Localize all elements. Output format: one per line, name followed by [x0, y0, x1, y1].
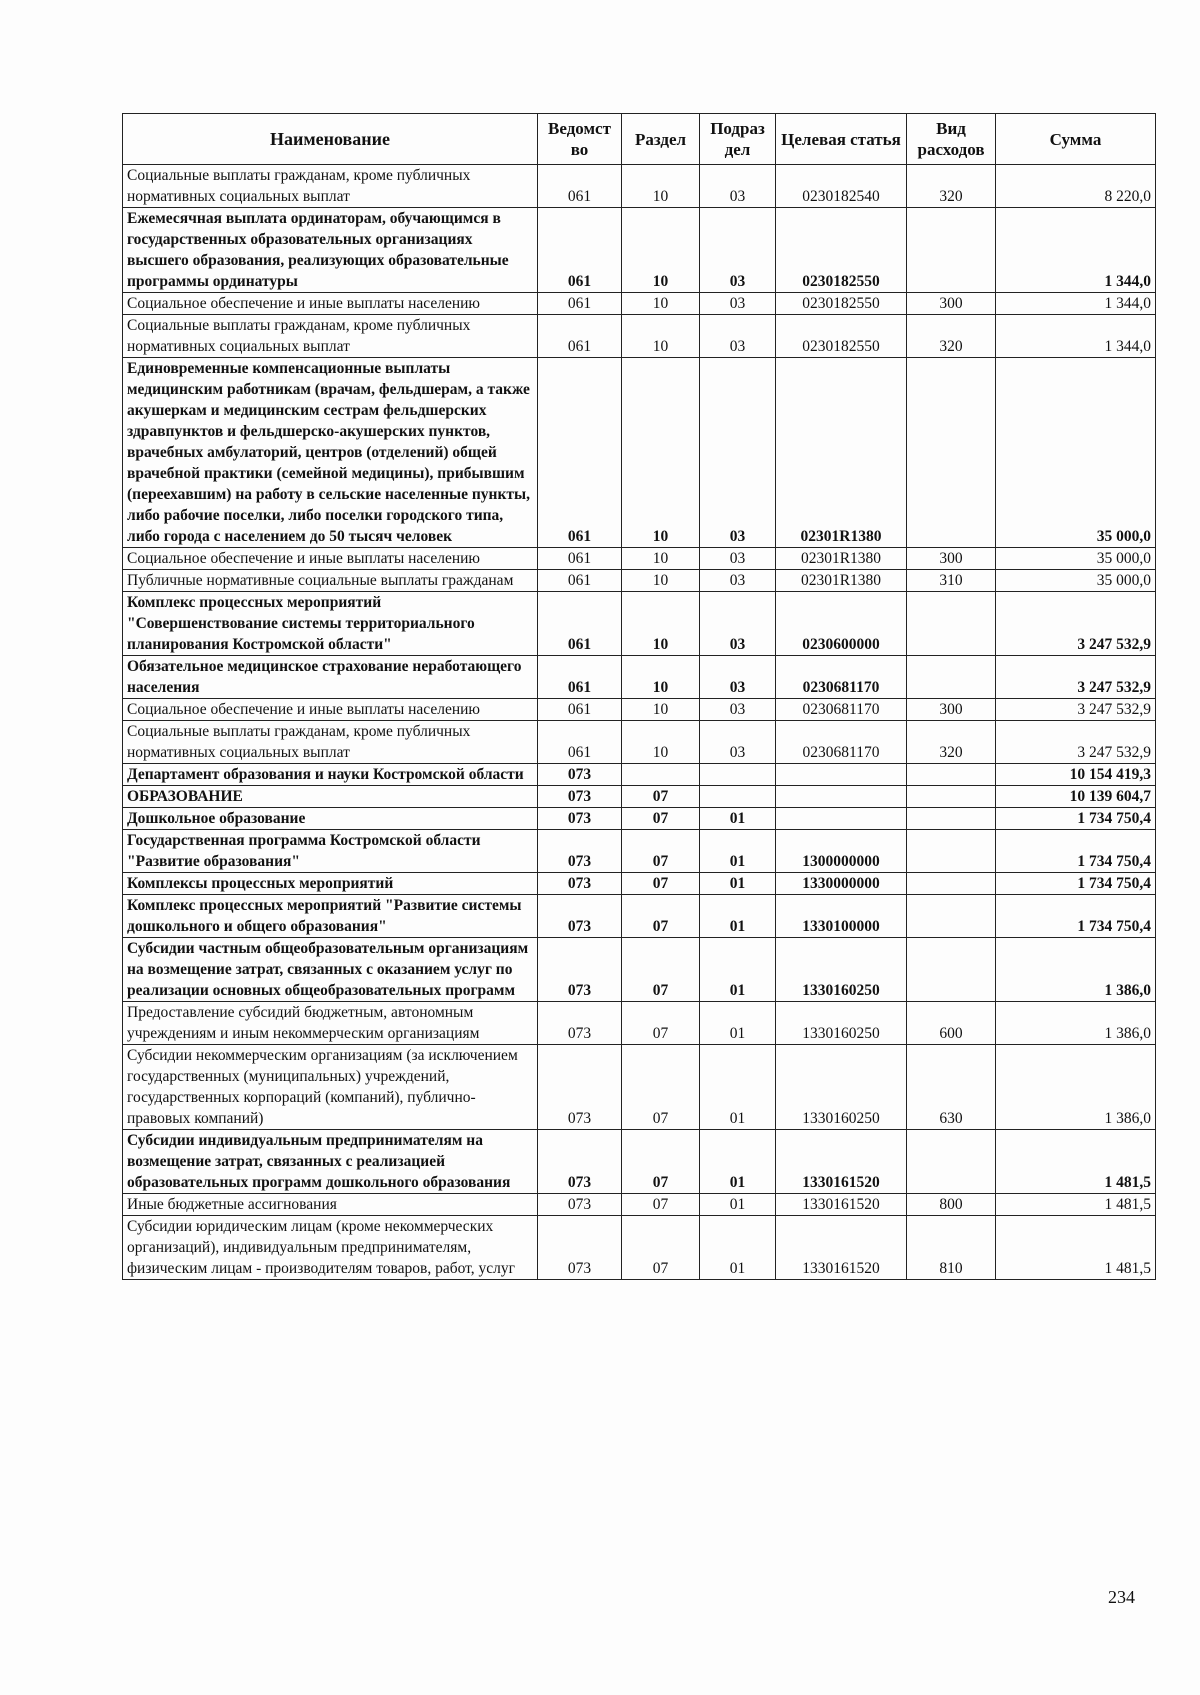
table-row	[123, 895, 1156, 938]
cell-vid-rashodov	[907, 895, 996, 938]
cell-vedomstvo: 061	[538, 721, 622, 764]
cell-celevaya-statya: 0230182550	[776, 293, 907, 315]
cell-name: Комплексы процессных мероприятий	[123, 873, 538, 895]
table-header-row	[123, 114, 1156, 165]
cell-summa: 35 000,0	[996, 358, 1156, 548]
table-row	[123, 548, 1156, 570]
cell-vedomstvo: 073	[538, 1130, 622, 1194]
table-row	[123, 570, 1156, 592]
cell-celevaya-statya	[776, 764, 907, 786]
cell-razdel: 10	[622, 315, 700, 358]
cell-name: Социальное обеспечение и иные выплаты населению	[123, 699, 538, 721]
cell-podrazdel: 01	[700, 873, 776, 895]
cell-celevaya-statya: 02301R1380	[776, 358, 907, 548]
cell-summa: 1 344,0	[996, 293, 1156, 315]
cell-podrazdel: 01	[700, 1194, 776, 1216]
cell-summa: 8 220,0	[996, 165, 1156, 208]
cell-name: Иные бюджетные ассигнования	[123, 1194, 538, 1216]
table-row	[123, 808, 1156, 830]
cell-razdel: 07	[622, 1130, 700, 1194]
cell-podrazdel: 01	[700, 1002, 776, 1045]
cell-celevaya-statya: 1330160250	[776, 938, 907, 1002]
cell-vedomstvo: 061	[538, 548, 622, 570]
cell-podrazdel: 03	[700, 548, 776, 570]
cell-vid-rashodov: 800	[907, 1194, 996, 1216]
table-row	[123, 358, 1156, 548]
cell-podrazdel: 01	[700, 1130, 776, 1194]
table-row	[123, 764, 1156, 786]
cell-vedomstvo: 061	[538, 699, 622, 721]
cell-summa: 1 386,0	[996, 1002, 1156, 1045]
cell-summa: 1 481,5	[996, 1216, 1156, 1280]
cell-vedomstvo: 061	[538, 293, 622, 315]
cell-summa: 35 000,0	[996, 570, 1156, 592]
cell-name: Социальные выплаты гражданам, кроме публичных нормативных социальных выплат	[123, 315, 538, 358]
table-row	[123, 293, 1156, 315]
cell-razdel: 10	[622, 721, 700, 764]
cell-name: Комплекс процессных мероприятий "Совершенствование системы территориального планирования Костромской области"	[123, 592, 538, 656]
cell-name: Обязательное медицинское страхование неработающего населения	[123, 656, 538, 699]
cell-name: Социальные выплаты гражданам, кроме публичных нормативных социальных выплат	[123, 165, 538, 208]
cell-podrazdel: 03	[700, 721, 776, 764]
cell-razdel: 10	[622, 592, 700, 656]
table-row	[123, 1002, 1156, 1045]
cell-summa: 1 386,0	[996, 1045, 1156, 1130]
cell-podrazdel: 01	[700, 1216, 776, 1280]
cell-name: Единовременные компенсационные выплаты медицинским работникам (врачам, фельдшерам, а также акушеркам и медицинским сестрам фельдшерских здравпунктов и фельдшерско-акушерских пунктов, врачебных амбулаторий, центров (отделений) общей врачебной практики (семейной медицины), прибывшим (переехавшим) на работу в сельские населенные пункты, либо рабочие поселки, либо поселки городского типа, либо города с населением до 50 тысяч человек	[123, 358, 538, 548]
cell-vedomstvo: 073	[538, 808, 622, 830]
cell-celevaya-statya: 0230182540	[776, 165, 907, 208]
header-vedomstvo: Ведомст во	[538, 114, 622, 165]
cell-summa: 3 247 532,9	[996, 699, 1156, 721]
cell-name: Субсидии индивидуальным предпринимателям на возмещение затрат, связанных с реализацией образовательных программ дошкольного образования	[123, 1130, 538, 1194]
cell-vid-rashodov: 630	[907, 1045, 996, 1130]
cell-vid-rashodov: 320	[907, 165, 996, 208]
cell-celevaya-statya: 1330160250	[776, 1002, 907, 1045]
cell-name: Социальное обеспечение и иные выплаты населению	[123, 548, 538, 570]
cell-celevaya-statya: 1330161520	[776, 1216, 907, 1280]
cell-razdel: 07	[622, 1194, 700, 1216]
cell-celevaya-statya: 0230681170	[776, 656, 907, 699]
cell-vid-rashodov	[907, 808, 996, 830]
cell-razdel: 07	[622, 1045, 700, 1130]
cell-celevaya-statya: 02301R1380	[776, 570, 907, 592]
cell-summa: 10 154 419,3	[996, 764, 1156, 786]
cell-vid-rashodov	[907, 873, 996, 895]
cell-vid-rashodov: 300	[907, 699, 996, 721]
cell-razdel	[622, 764, 700, 786]
cell-vid-rashodov	[907, 1130, 996, 1194]
table-row	[123, 830, 1156, 873]
cell-vedomstvo: 073	[538, 764, 622, 786]
cell-celevaya-statya	[776, 808, 907, 830]
cell-vid-rashodov	[907, 656, 996, 699]
cell-vid-rashodov	[907, 786, 996, 808]
table-row	[123, 786, 1156, 808]
table-row	[123, 1130, 1156, 1194]
cell-summa: 10 139 604,7	[996, 786, 1156, 808]
cell-vedomstvo: 073	[538, 938, 622, 1002]
cell-vid-rashodov: 600	[907, 1002, 996, 1045]
cell-vid-rashodov	[907, 830, 996, 873]
cell-summa: 1 344,0	[996, 315, 1156, 358]
cell-vid-rashodov	[907, 358, 996, 548]
cell-vid-rashodov: 810	[907, 1216, 996, 1280]
header-vid-rashodov: Вид расходов	[907, 114, 996, 165]
cell-name: ОБРАЗОВАНИЕ	[123, 786, 538, 808]
cell-name: Субсидии юридическим лицам (кроме некоммерческих организаций), индивидуальным предпринимателям, физическим лицам - производителям товаров, работ, услуг	[123, 1216, 538, 1280]
table-row	[123, 315, 1156, 358]
cell-name: Комплекс процессных мероприятий "Развитие системы дошкольного и общего образования"	[123, 895, 538, 938]
cell-name: Предоставление субсидий бюджетным, автономным учреждениям и иным некоммерческим организациям	[123, 1002, 538, 1045]
header-name: Наименование	[123, 114, 538, 165]
cell-razdel: 10	[622, 699, 700, 721]
table-row	[123, 208, 1156, 293]
cell-razdel: 10	[622, 570, 700, 592]
cell-summa: 1 386,0	[996, 938, 1156, 1002]
cell-vedomstvo: 073	[538, 1194, 622, 1216]
cell-name: Социальные выплаты гражданам, кроме публичных нормативных социальных выплат	[123, 721, 538, 764]
cell-celevaya-statya: 0230681170	[776, 699, 907, 721]
cell-summa: 3 247 532,9	[996, 592, 1156, 656]
cell-summa: 1 481,5	[996, 1194, 1156, 1216]
cell-summa: 35 000,0	[996, 548, 1156, 570]
cell-celevaya-statya: 1330161520	[776, 1194, 907, 1216]
table-row	[123, 592, 1156, 656]
cell-name: Дошкольное образование	[123, 808, 538, 830]
cell-vedomstvo: 061	[538, 315, 622, 358]
cell-name: Субсидии частным общеобразовательным организациям на возмещение затрат, связанных с оказанием услуг по реализации основных общеобразовательных программ	[123, 938, 538, 1002]
cell-vedomstvo: 061	[538, 656, 622, 699]
cell-celevaya-statya: 0230681170	[776, 721, 907, 764]
cell-razdel: 07	[622, 786, 700, 808]
header-celevaya-statya: Целевая статья	[776, 114, 907, 165]
cell-razdel: 10	[622, 165, 700, 208]
cell-podrazdel: 01	[700, 1045, 776, 1130]
page-number: 234	[1108, 1587, 1135, 1607]
cell-razdel: 07	[622, 895, 700, 938]
cell-vedomstvo: 061	[538, 165, 622, 208]
table-row	[123, 165, 1156, 208]
table-row	[123, 699, 1156, 721]
cell-celevaya-statya: 02301R1380	[776, 548, 907, 570]
cell-podrazdel: 03	[700, 656, 776, 699]
cell-name: Публичные нормативные социальные выплаты гражданам	[123, 570, 538, 592]
cell-celevaya-statya: 1330160250	[776, 1045, 907, 1130]
table-row	[123, 873, 1156, 895]
table-row	[123, 721, 1156, 764]
cell-vedomstvo: 073	[538, 873, 622, 895]
cell-celevaya-statya: 1330000000	[776, 873, 907, 895]
cell-razdel: 10	[622, 293, 700, 315]
cell-name: Департамент образования и науки Костромской области	[123, 764, 538, 786]
cell-vid-rashodov	[907, 764, 996, 786]
cell-vedomstvo: 073	[538, 1045, 622, 1130]
cell-summa: 3 247 532,9	[996, 721, 1156, 764]
cell-podrazdel: 03	[700, 592, 776, 656]
cell-razdel: 07	[622, 938, 700, 1002]
cell-podrazdel: 01	[700, 895, 776, 938]
cell-podrazdel: 03	[700, 358, 776, 548]
cell-vid-rashodov: 300	[907, 293, 996, 315]
cell-podrazdel: 03	[700, 208, 776, 293]
cell-podrazdel: 03	[700, 293, 776, 315]
table-body	[123, 165, 1156, 1280]
cell-razdel: 07	[622, 873, 700, 895]
budget-table	[122, 113, 1156, 1280]
cell-podrazdel: 01	[700, 830, 776, 873]
cell-razdel: 10	[622, 208, 700, 293]
cell-vedomstvo: 073	[538, 830, 622, 873]
cell-celevaya-statya: 0230182550	[776, 315, 907, 358]
cell-name: Государственная программа Костромской области "Развитие образования"	[123, 830, 538, 873]
cell-vid-rashodov	[907, 208, 996, 293]
cell-vedomstvo: 073	[538, 1216, 622, 1280]
cell-summa: 1 734 750,4	[996, 873, 1156, 895]
cell-vid-rashodov	[907, 592, 996, 656]
cell-summa: 3 247 532,9	[996, 656, 1156, 699]
cell-razdel: 10	[622, 548, 700, 570]
cell-celevaya-statya: 1330100000	[776, 895, 907, 938]
header-razdel: Раздел	[622, 114, 700, 165]
table-row	[123, 1045, 1156, 1130]
cell-summa: 1 344,0	[996, 208, 1156, 293]
cell-razdel: 07	[622, 1002, 700, 1045]
cell-celevaya-statya	[776, 786, 907, 808]
cell-celevaya-statya: 0230182550	[776, 208, 907, 293]
cell-name: Ежемесячная выплата ординаторам, обучающимся в государственных образовательных организациях высшего образования, реализующих образовательные программы ординатуры	[123, 208, 538, 293]
cell-celevaya-statya: 1300000000	[776, 830, 907, 873]
cell-razdel: 10	[622, 656, 700, 699]
cell-vid-rashodov: 320	[907, 315, 996, 358]
cell-vedomstvo: 061	[538, 592, 622, 656]
cell-razdel: 07	[622, 830, 700, 873]
table-row	[123, 1216, 1156, 1280]
cell-podrazdel: 03	[700, 315, 776, 358]
cell-vid-rashodov: 300	[907, 548, 996, 570]
table-row	[123, 656, 1156, 699]
cell-podrazdel: 01	[700, 808, 776, 830]
cell-celevaya-statya: 0230600000	[776, 592, 907, 656]
cell-vid-rashodov: 310	[907, 570, 996, 592]
cell-razdel: 10	[622, 358, 700, 548]
cell-razdel: 07	[622, 1216, 700, 1280]
table-row	[123, 938, 1156, 1002]
cell-razdel: 07	[622, 808, 700, 830]
header-summa: Сумма	[996, 114, 1156, 165]
cell-vedomstvo: 061	[538, 358, 622, 548]
cell-name: Субсидии некоммерческим организациям (за исключением государственных (муниципальных) учреждений, государственных корпораций (компаний), публично-правовых компаний)	[123, 1045, 538, 1130]
table-row	[123, 1194, 1156, 1216]
cell-summa: 1 481,5	[996, 1130, 1156, 1194]
cell-podrazdel: 03	[700, 699, 776, 721]
cell-vedomstvo: 061	[538, 208, 622, 293]
cell-vid-rashodov	[907, 938, 996, 1002]
cell-podrazdel	[700, 786, 776, 808]
cell-summa: 1 734 750,4	[996, 830, 1156, 873]
cell-summa: 1 734 750,4	[996, 808, 1156, 830]
cell-vid-rashodov: 320	[907, 721, 996, 764]
cell-vedomstvo: 061	[538, 570, 622, 592]
cell-celevaya-statya: 1330161520	[776, 1130, 907, 1194]
cell-podrazdel: 01	[700, 938, 776, 1002]
cell-vedomstvo: 073	[538, 786, 622, 808]
cell-podrazdel	[700, 764, 776, 786]
cell-vedomstvo: 073	[538, 895, 622, 938]
cell-name: Социальное обеспечение и иные выплаты населению	[123, 293, 538, 315]
cell-summa: 1 734 750,4	[996, 895, 1156, 938]
cell-podrazdel: 03	[700, 165, 776, 208]
cell-podrazdel: 03	[700, 570, 776, 592]
header-podrazdel: Подраз дел	[700, 114, 776, 165]
cell-vedomstvo: 073	[538, 1002, 622, 1045]
